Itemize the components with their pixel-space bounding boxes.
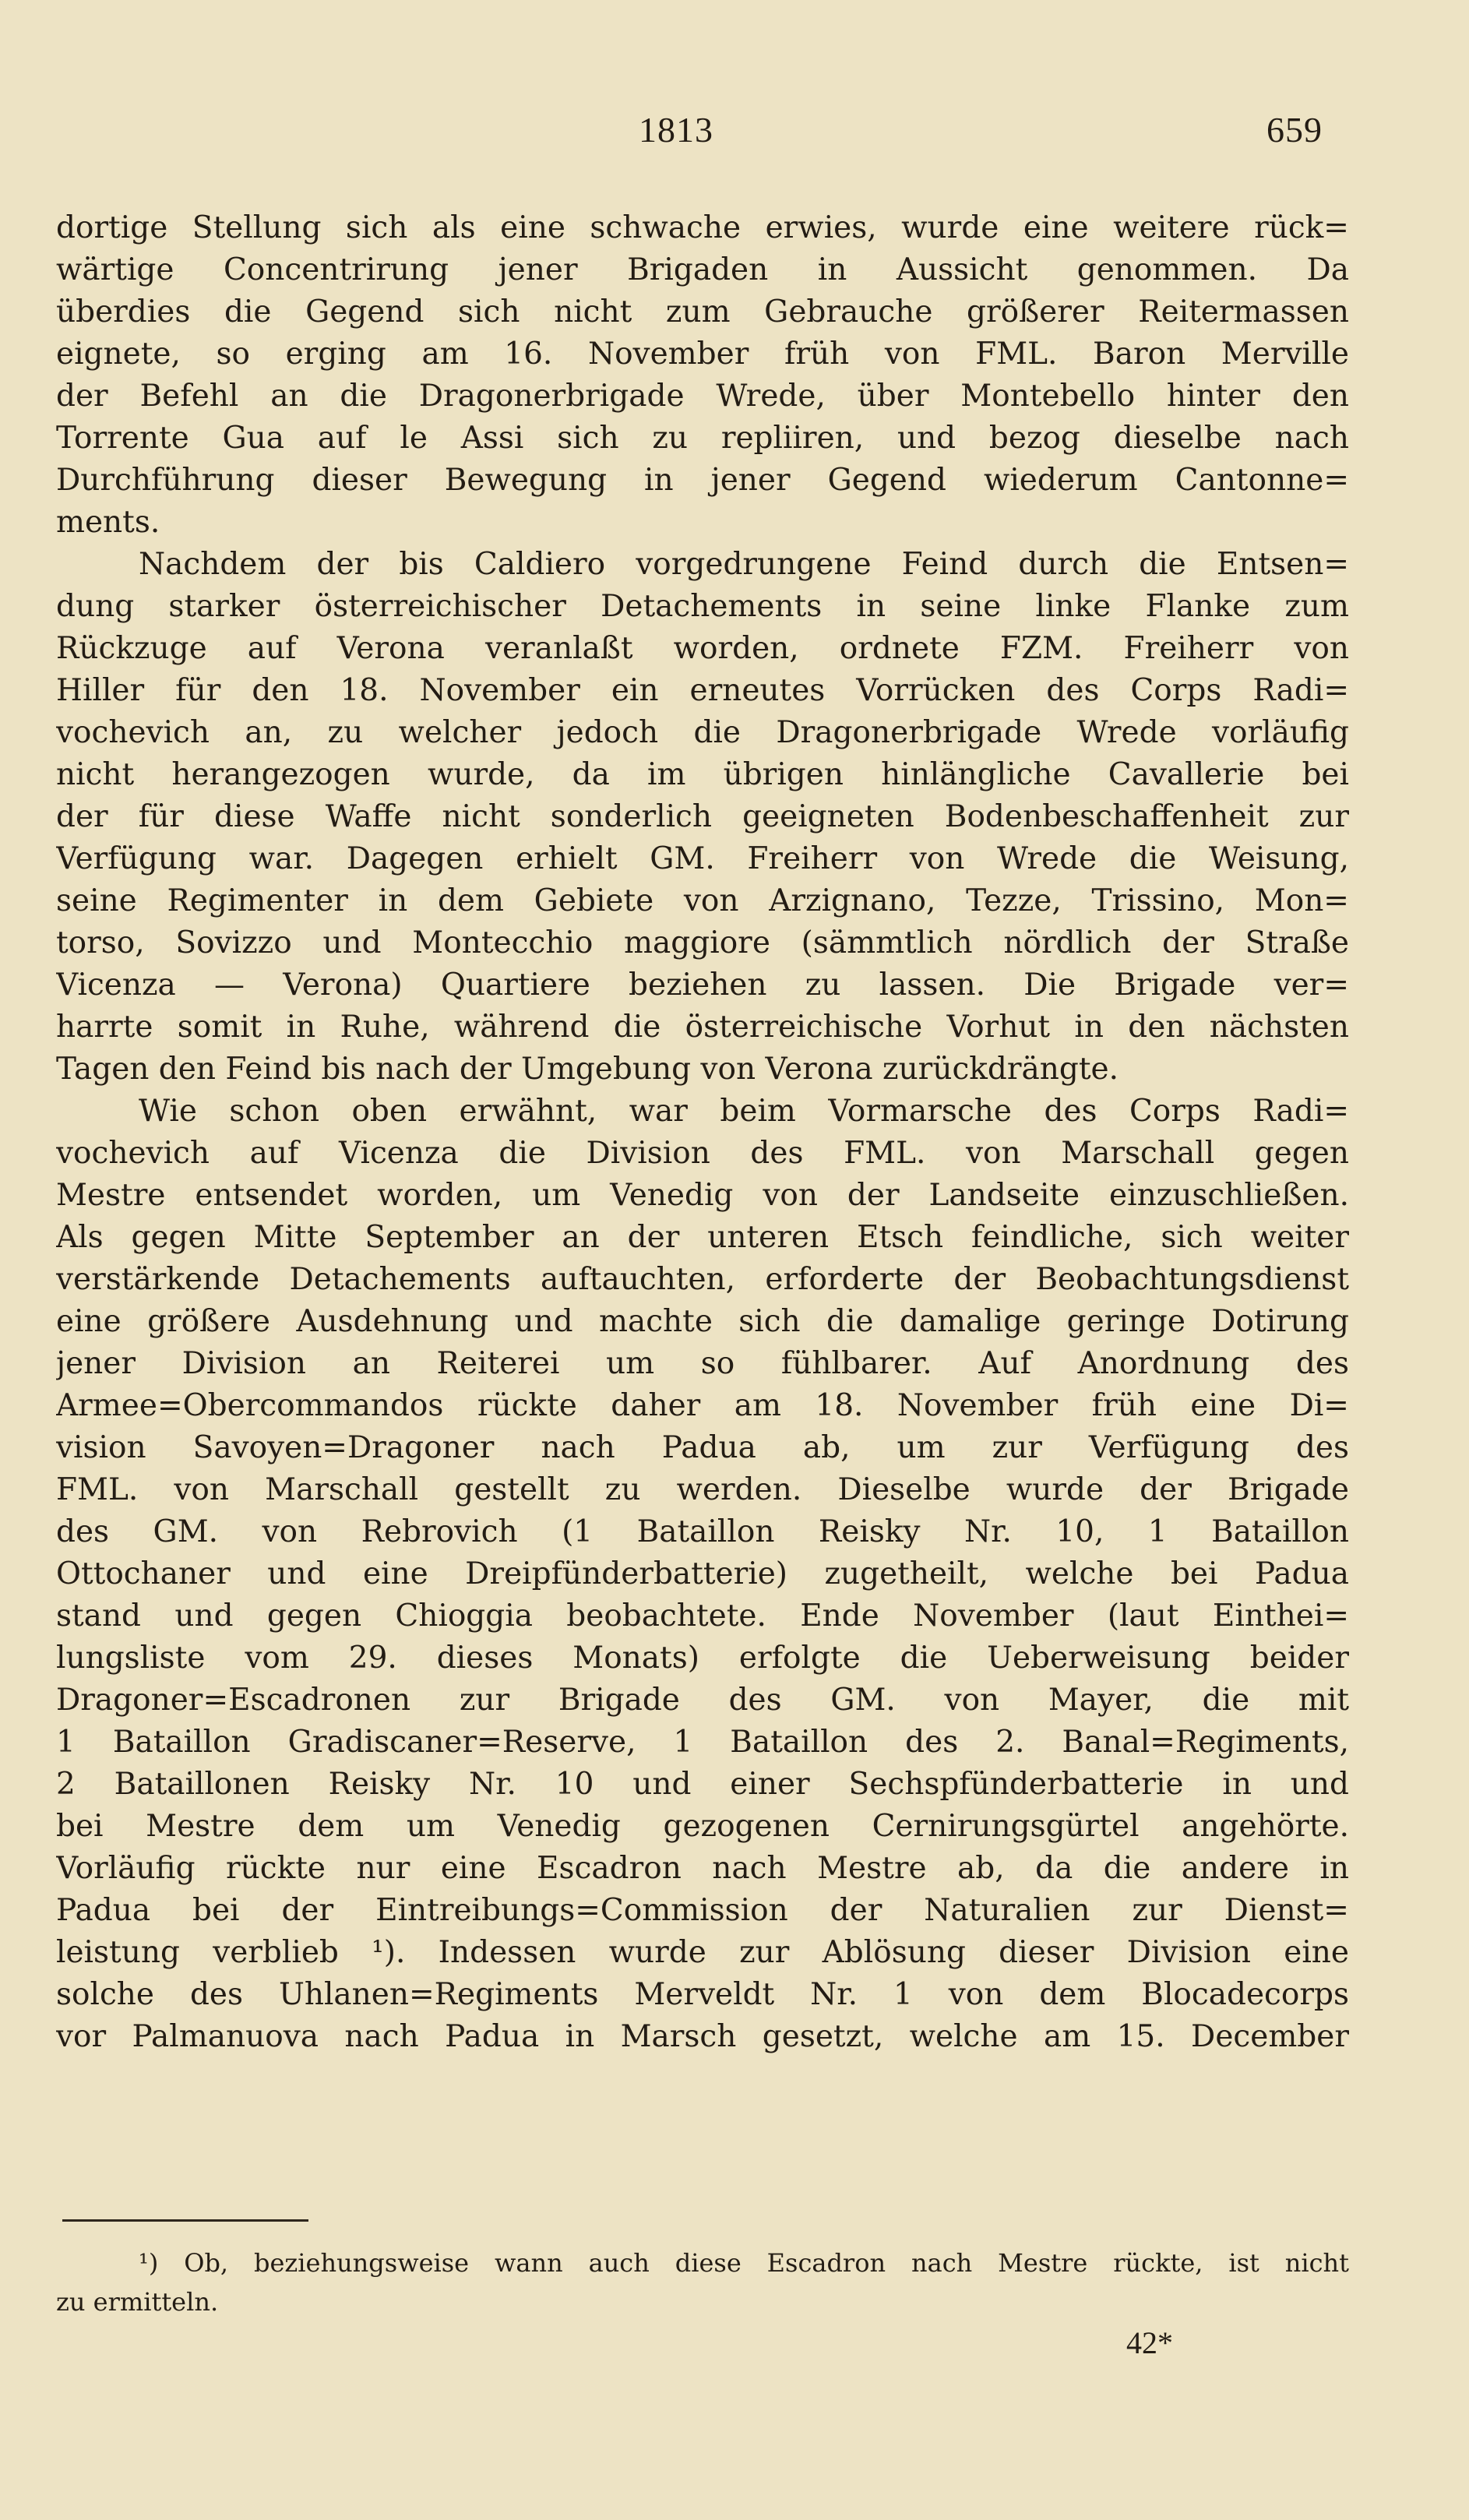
text-line: vochevich auf Vicenza die Division des FML. von Marschall gegen <box>56 1136 1349 1171</box>
text-line: der für diese Waffe nicht sonderlich geeigneten Bodenbeschaffenheit zur <box>56 799 1349 834</box>
text-line: vor Palmanuova nach Padua in Marsch gesetzt, welche am 15. December <box>56 2019 1349 2054</box>
text-line: jener Division an Reiterei um so fühlbarer. Auf Anordnung des <box>56 1346 1349 1381</box>
text-line: Vicenza — Verona) Quartiere beziehen zu lassen. Die Brigade ver= <box>56 967 1349 1003</box>
footnote-line: zu ermitteln. <box>56 2287 219 2317</box>
running-head <box>0 109 1469 156</box>
text-line: nicht herangezogen wurde, da im übrigen hinlängliche Cavallerie bei <box>56 757 1349 792</box>
text-line: 2 Bataillonen Reisky Nr. 10 und einer Sechspfünderbatterie in und <box>56 1767 1349 1802</box>
text-line: leistung verblieb ¹). Indessen wurde zur Ablösung dieser Division eine <box>56 1935 1349 1970</box>
text-line: dung starker österreichischer Detachements in seine linke Flanke zum <box>56 589 1349 624</box>
text-line: des GM. von Rebrovich (1 Bataillon Reisky Nr. 10, 1 Bataillon <box>56 1514 1349 1549</box>
page-number: 659 <box>1266 110 1323 150</box>
signature-mark: 42* <box>1126 2325 1173 2360</box>
text-line: eignete, so erging am 16. November früh von FML. Baron Merville <box>56 337 1349 372</box>
text-line: eine größere Ausdehnung und machte sich die damalige geringe Dotirung <box>56 1304 1349 1339</box>
text-line: Als gegen Mitte September an der unteren Etsch feindliche, sich weiter <box>56 1220 1349 1255</box>
text-line: dortige Stellung sich als eine schwache erwies, wurde eine weitere rück= <box>56 210 1349 245</box>
text-line: Rückzuge auf Verona veranlaßt worden, ordnete FZM. Freiherr von <box>56 631 1349 666</box>
footnote <box>56 2243 1349 2321</box>
text-line: Hiller für den 18. November ein erneutes Vorrücken des Corps Radi= <box>56 673 1349 708</box>
text-line: Tagen den Feind bis nach der Umgebung von Verona zurückdrängte. <box>56 1052 1119 1087</box>
text-line: bei Mestre dem um Venedig gezogenen Cernirungsgürtel angehörte. <box>56 1809 1349 1844</box>
text-line: überdies die Gegend sich nicht zum Gebrauche größerer Reitermassen <box>56 294 1349 330</box>
text-line: Padua bei der Eintreibungs=Commission der Naturalien zur Dienst= <box>56 1893 1349 1928</box>
footnote-separator <box>62 2219 308 2222</box>
text-line: der Befehl an die Dragonerbrigade Wrede, über Montebello hinter den <box>56 379 1349 414</box>
text-line: lungsliste vom 29. dieses Monats) erfolgte die Ueberweisung beider <box>56 1641 1349 1676</box>
text-line: 1 Bataillon Gradiscaner=Reserve, 1 Bataillon des 2. Banal=Regiments, <box>56 1725 1349 1760</box>
text-line: Nachdem der bis Caldiero vorgedrungene Feind durch die Entsen= <box>139 547 1349 582</box>
text-line: torso, Sovizzo und Montecchio maggiore (sämmtlich nördlich der Straße <box>56 925 1349 960</box>
text-line: Wie schon oben erwähnt, war beim Vormarsche des Corps Radi= <box>139 1094 1349 1129</box>
text-line: Dragoner=Escadronen zur Brigade des GM. von Mayer, die mit <box>56 1683 1349 1718</box>
text-line: Mestre entsendet worden, um Venedig von der Landseite einzuschließen. <box>56 1178 1349 1213</box>
text-line: solche des Uhlanen=Regiments Merveldt Nr. 1 von dem Blocadecorps <box>56 1977 1349 2012</box>
footnote-line: ¹) Ob, beziehungsweise wann auch diese Escadron nach Mestre rückte, ist nicht <box>139 2248 1349 2278</box>
text-line: seine Regimenter in dem Gebiete von Arzignano, Tezze, Trissino, Mon= <box>56 883 1349 918</box>
text-line: FML. von Marschall gestellt zu werden. Dieselbe wurde der Brigade <box>56 1472 1349 1507</box>
text-line: vochevich an, zu welcher jedoch die Dragonerbrigade Wrede vorläufig <box>56 715 1349 750</box>
text-line: Armee=Obercommandos rückte daher am 18. November früh eine Di= <box>56 1388 1349 1423</box>
text-line: vision Savoyen=Dragoner nach Padua ab, um zur Verfügung des <box>56 1430 1349 1465</box>
text-line: Ottochaner und eine Dreipfünderbatterie) zugetheilt, welche bei Padua <box>56 1556 1349 1591</box>
text-line: verstärkende Detachements auftauchten, erforderte der Beobachtungsdienst <box>56 1262 1349 1297</box>
body-text <box>56 207 1349 2058</box>
text-line: Verfügung war. Dagegen erhielt GM. Freiherr von Wrede die Weisung, <box>56 841 1349 876</box>
text-line: Vorläufig rückte nur eine Escadron nach Mestre ab, da die andere in <box>56 1851 1349 1886</box>
header-year: 1813 <box>639 110 713 150</box>
text-line: Durchführung dieser Bewegung in jener Gegend wiederum Cantonne= <box>56 463 1349 498</box>
text-line: Torrente Gua auf le Assi sich zu repliiren, und bezog dieselbe nach <box>56 421 1349 456</box>
text-line: harrte somit in Ruhe, während die österreichische Vorhut in den nächsten <box>56 1010 1349 1045</box>
text-line: wärtige Concentrirung jener Brigaden in Aussicht genommen. Da <box>56 252 1349 287</box>
text-line: stand und gegen Chioggia beobachtete. Ende November (laut Einthei= <box>56 1598 1349 1634</box>
text-line: ments. <box>56 505 160 540</box>
